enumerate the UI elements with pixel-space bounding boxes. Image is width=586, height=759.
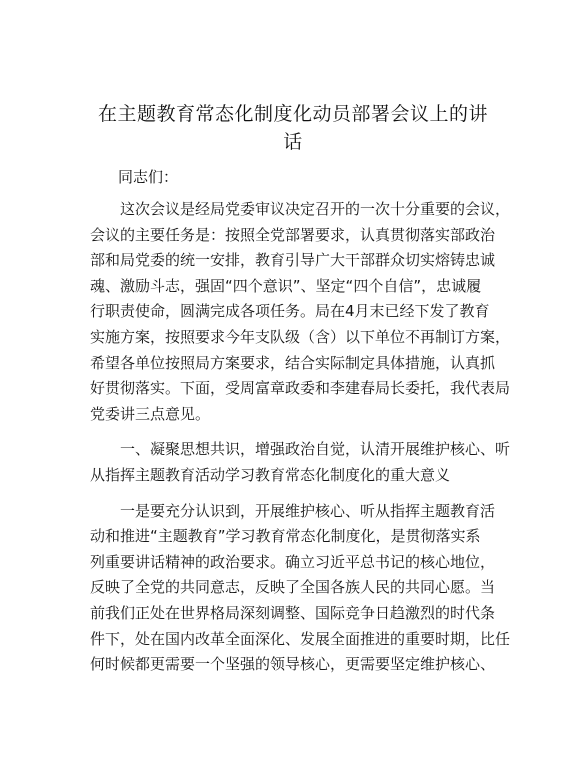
paragraph-line: 从指挥主题教育活动学习教育常态化制度化的重大意义 bbox=[90, 465, 451, 484]
title-line: 在主题教育常态化制度化动员部署会议上的讲 bbox=[97, 103, 488, 125]
paragraph-line: 实施方案，按照要求今年支队级（含）以下单位不再制订方案， bbox=[90, 327, 511, 346]
paragraph-line: 这次会议是经局党委审议决定召开的一次十分重要的会议， bbox=[90, 200, 511, 218]
paragraph-line: 行职责使命，圆满完成各项任务。局在4月末已经下发了教育 bbox=[90, 302, 490, 321]
paragraph-line: 会议的主要任务是：按照全党部署要求，认真贯彻落实部政治 bbox=[90, 225, 496, 244]
paragraph-line: 党委讲三点意见。 bbox=[90, 404, 211, 423]
paragraph-line: 反映了全党的共同意志，反映了全国各族人民的共同心愿。当 bbox=[90, 578, 496, 597]
paragraph-line: 件下，处在国内改革全面深化、发展全面推进的重要时期，比任 bbox=[90, 629, 511, 648]
title-line: 话 bbox=[283, 131, 303, 153]
section-heading-1 bbox=[90, 437, 510, 488]
paragraph-line: 一、凝聚思想共识，增强政治自觉，认清开展维护核心、听 bbox=[90, 440, 511, 459]
document-title bbox=[80, 100, 506, 156]
paragraph-line: 列重要讲话精神的政治要求。确立习近平总书记的核心地位， bbox=[90, 552, 496, 571]
greeting: 同志们： bbox=[118, 168, 179, 186]
paragraph-line: 好贯彻落实。下面，受周富章政委和李建春局长委托，我代表局 bbox=[90, 379, 511, 398]
paragraph-line: 部和局党委的统一安排，教育引导广大干部群众切实熔铸忠诚 bbox=[90, 251, 496, 270]
paragraph-line: 希望各单位按照局方案要求，结合实际制定具体措施，认真抓 bbox=[90, 353, 496, 372]
paragraph-line: 动和推进“主题教育”学习教育常态化制度化，是贯彻落实系 bbox=[90, 527, 481, 546]
paragraph-1 bbox=[90, 197, 510, 427]
paragraph-2 bbox=[90, 499, 510, 678]
paragraph-line: 魂、激励斗志，强固“四个意识”、坚定“四个自信”，忠诚履 bbox=[90, 276, 482, 295]
paragraph-line: 一是要充分认识到，开展维护核心、听从指挥主题教育活 bbox=[90, 501, 496, 520]
paragraph-line: 何时候都更需要一个坚强的领导核心，更需要坚定维护核心、 bbox=[90, 655, 496, 674]
document-body bbox=[90, 197, 510, 678]
paragraph-line: 前我们正处在世界格局深刻调整、国际竞争日趋激烈的时代条 bbox=[90, 603, 496, 622]
